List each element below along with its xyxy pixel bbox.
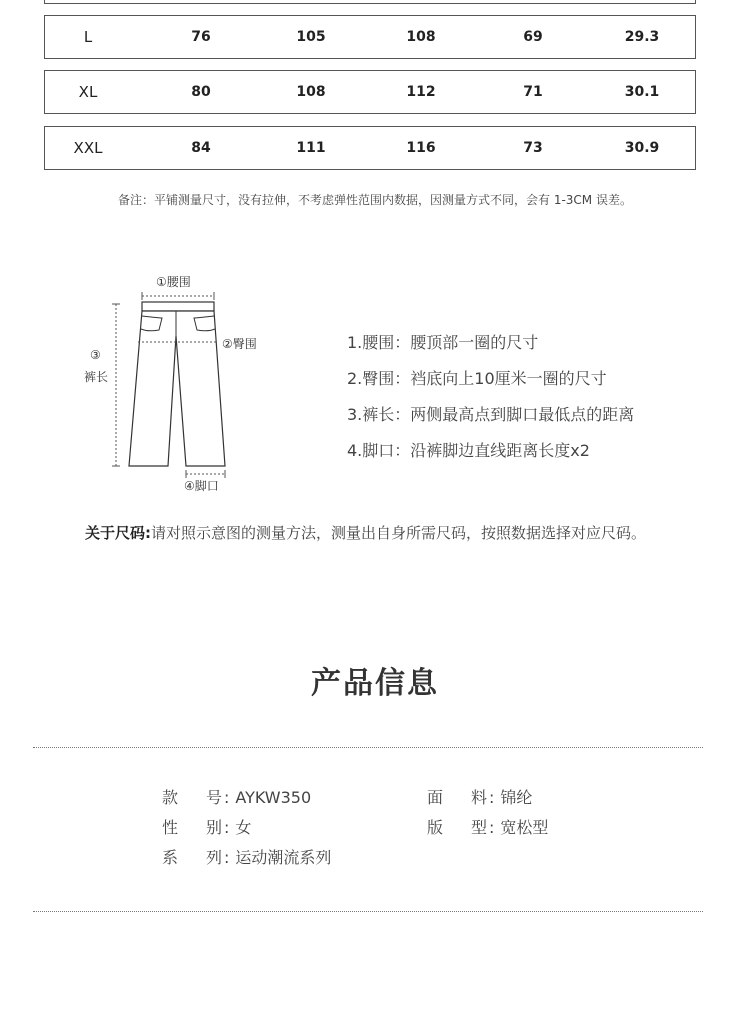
info-gender: 性别 : 女 xyxy=(162,815,251,838)
measurement-note: 备注：平铺测量尺寸，没有拉伸，不考虑弹性范围内数据，因测量方式不同，会有 1-3CM 误差。 xyxy=(118,193,632,207)
waist-label: ①腰围 xyxy=(156,275,191,289)
legend-length: 3.裤长：两侧最高点到脚口最低点的距离 xyxy=(347,405,635,424)
legend-hem: 4.脚口：沿裤脚边直线距离长度x2 xyxy=(347,441,590,460)
size-cell: L xyxy=(83,28,93,46)
length-cell: 108 xyxy=(406,29,436,45)
hip-cell: 105 xyxy=(296,29,326,45)
extra-cell: 30.1 xyxy=(624,84,660,100)
legend-waist: 1.腰围：腰顶部一圈的尺寸 xyxy=(347,333,539,352)
waist-cell: 80 xyxy=(191,84,211,100)
legend-hip: 2.臀围：裆底向上10厘米一圈的尺寸 xyxy=(347,369,607,388)
size-table-row xyxy=(44,15,696,59)
info-value: 运动潮流系列 xyxy=(235,848,332,867)
info-key: 系列 xyxy=(162,848,222,867)
hem-cell: 73 xyxy=(523,140,543,156)
info-style-no: 款号 : AYKW350 xyxy=(162,785,311,808)
hem-cell: 69 xyxy=(523,29,543,45)
info-fit: 版型 : 宽松型 xyxy=(427,815,548,838)
length-cell: 116 xyxy=(406,140,436,156)
pants-illustration xyxy=(80,266,280,496)
hip-label: ②臀围 xyxy=(222,337,257,351)
hem-label: ④脚口 xyxy=(184,479,219,493)
info-key: 版型 xyxy=(427,818,487,837)
divider-bottom xyxy=(33,911,703,912)
size-cell: XXL xyxy=(73,139,103,157)
size-guide-body: 请对照示意图的测量方法，测量出自身所需尺码，按照数据选择对应尺码。 xyxy=(151,524,647,542)
hip-cell: 111 xyxy=(296,140,326,156)
size-guide-label: 关于尺码: xyxy=(85,524,151,542)
info-value: 女 xyxy=(235,818,252,837)
size-cell: XL xyxy=(78,83,98,101)
info-key: 性别 xyxy=(162,818,222,837)
info-value: AYKW350 xyxy=(235,788,312,807)
length-number: ③ xyxy=(90,348,101,362)
extra-cell: 29.3 xyxy=(624,29,660,45)
waist-cell: 76 xyxy=(191,29,211,45)
info-value: 锦纶 xyxy=(500,788,533,807)
waist-cell: 84 xyxy=(191,140,211,156)
hem-cell: 71 xyxy=(523,84,543,100)
extra-cell: 30.9 xyxy=(624,140,660,156)
table-row-partial xyxy=(44,0,696,4)
product-info-title: 产品信息 xyxy=(311,666,439,701)
length-cell: 112 xyxy=(406,84,436,100)
length-label: 裤长 xyxy=(84,370,109,384)
info-fabric: 面料 : 锦纶 xyxy=(427,785,532,808)
hip-cell: 108 xyxy=(296,84,326,100)
info-value: 宽松型 xyxy=(500,818,549,837)
size-table-row xyxy=(44,70,696,114)
pants-diagram xyxy=(80,266,280,496)
divider-top xyxy=(33,747,703,748)
info-key: 款号 xyxy=(162,788,222,807)
info-key: 面料 xyxy=(427,788,487,807)
size-guide-text xyxy=(85,520,675,547)
size-table-row xyxy=(44,126,696,170)
info-series: 系列 : 运动潮流系列 xyxy=(162,845,331,868)
